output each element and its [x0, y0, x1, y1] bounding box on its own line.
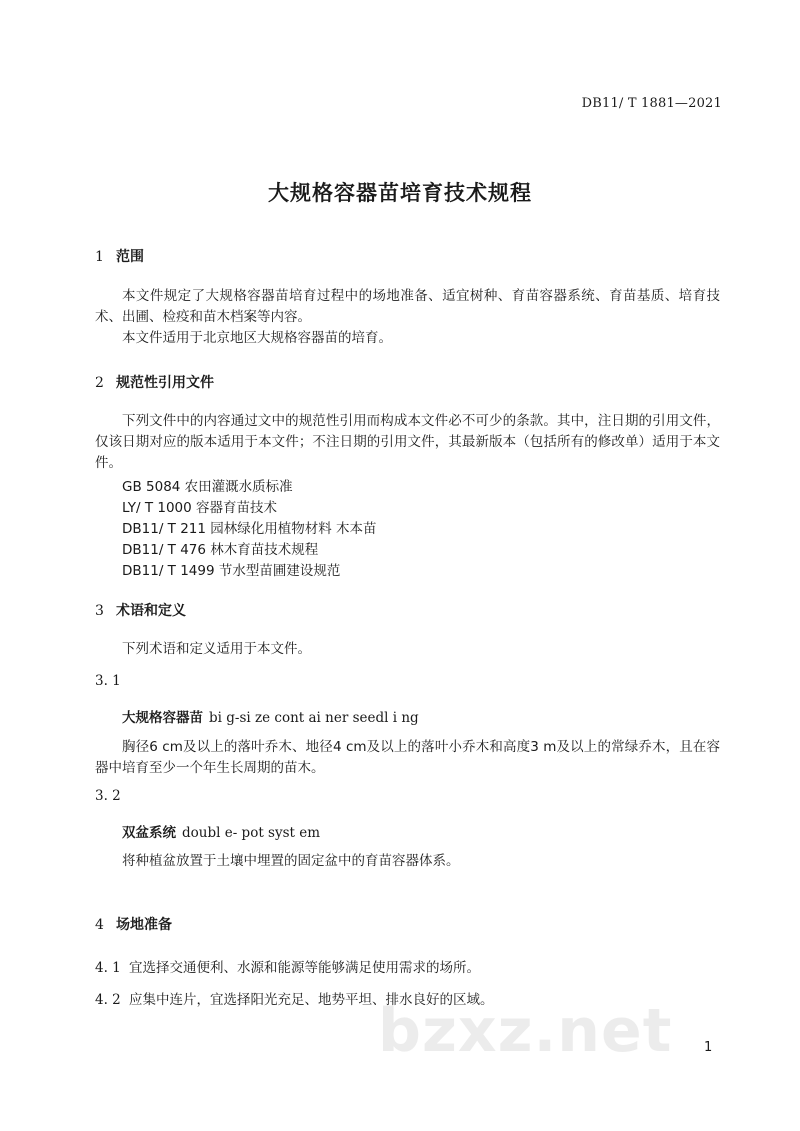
- document-title: 大规格容器苗培育技术规程: [268, 181, 532, 205]
- term-chinese: 大规格容器苗: [122, 710, 203, 726]
- section-heading-3: [95, 600, 186, 620]
- term-entry: [122, 821, 320, 841]
- reference-item: DB11/ T 211 园林绿化用植物材料 木本苗: [122, 521, 377, 537]
- watermark: bzxz.net: [378, 996, 673, 1066]
- section-heading-4: [95, 914, 172, 934]
- term-entry: [122, 706, 419, 726]
- term-definition: 将种植盆放置于土壤中埋置的固定盆中的育苗容器体系。: [122, 853, 460, 869]
- reference-item: DB11/ T 476 林木育苗技术规程: [122, 542, 319, 558]
- page-number: 1: [704, 1040, 713, 1055]
- term-definition: 胸径6 cm及以上的落叶乔木、地径4 cm及以上的落叶小乔木和高度3 m及以上的常绿乔木，且在容器中培育至少一个年生长周期的苗木。: [95, 739, 720, 776]
- term-english: doubl e- pot syst em: [182, 825, 321, 841]
- section-title: 场地准备: [116, 917, 172, 933]
- scope-paragraph-2: 本文件适用于北京地区大规格容器苗的培育。: [122, 330, 392, 346]
- clause-text: 宜选择交通便利、水源和能源等能够满足使用需求的场所。: [129, 960, 480, 976]
- reference-item: LY/ T 1000 容器育苗技术: [122, 500, 277, 516]
- section-number: 1: [95, 249, 104, 265]
- reference-item: DB11/ T 1499 节水型苗圃建设规范: [122, 563, 341, 579]
- terms-intro-paragraph: 下列术语和定义适用于本文件。: [122, 641, 311, 657]
- term-english: bi g-si ze cont ai ner seedl i ng: [209, 710, 419, 726]
- section-title: 范围: [116, 249, 144, 265]
- normative-references-paragraph: 下列文件中的内容通过文中的规范性引用而构成本文件必不可少的条款。其中，注日期的引用文件，仅该日期对应的版本适用于本文件；不注日期的引用文件，其最新版本（包括所有的修改单）适用于本文件。: [95, 413, 720, 471]
- reference-item: GB 5084 农田灌溉水质标准: [122, 479, 293, 495]
- section-title: 术语和定义: [116, 603, 186, 619]
- section-number: 2: [95, 375, 104, 391]
- clause-text: 应集中连片，宜选择阳光充足、地势平坦、排水良好的区域。: [129, 992, 494, 1008]
- section-heading-1: [95, 246, 144, 266]
- standard-code: DB11/ T 1881—2021: [581, 96, 722, 111]
- clause-number: 4. 2: [95, 992, 121, 1008]
- clause-item: [95, 956, 480, 976]
- scope-paragraph-1: 本文件规定了大规格容器苗培育过程中的场地准备、适宜树种、育苗容器系统、育苗基质、培育技术、出圃、检疫和苗木档案等内容。: [95, 288, 720, 325]
- section-title: 规范性引用文件: [116, 375, 214, 391]
- section-number: 4: [95, 917, 104, 933]
- section-heading-2: [95, 372, 214, 392]
- term-chinese: 双盆系统: [122, 825, 176, 841]
- clause-number: 4. 1: [95, 960, 121, 976]
- section-number: 3: [95, 603, 104, 619]
- term-number: 3. 1: [95, 673, 121, 689]
- term-number: 3. 2: [95, 788, 121, 804]
